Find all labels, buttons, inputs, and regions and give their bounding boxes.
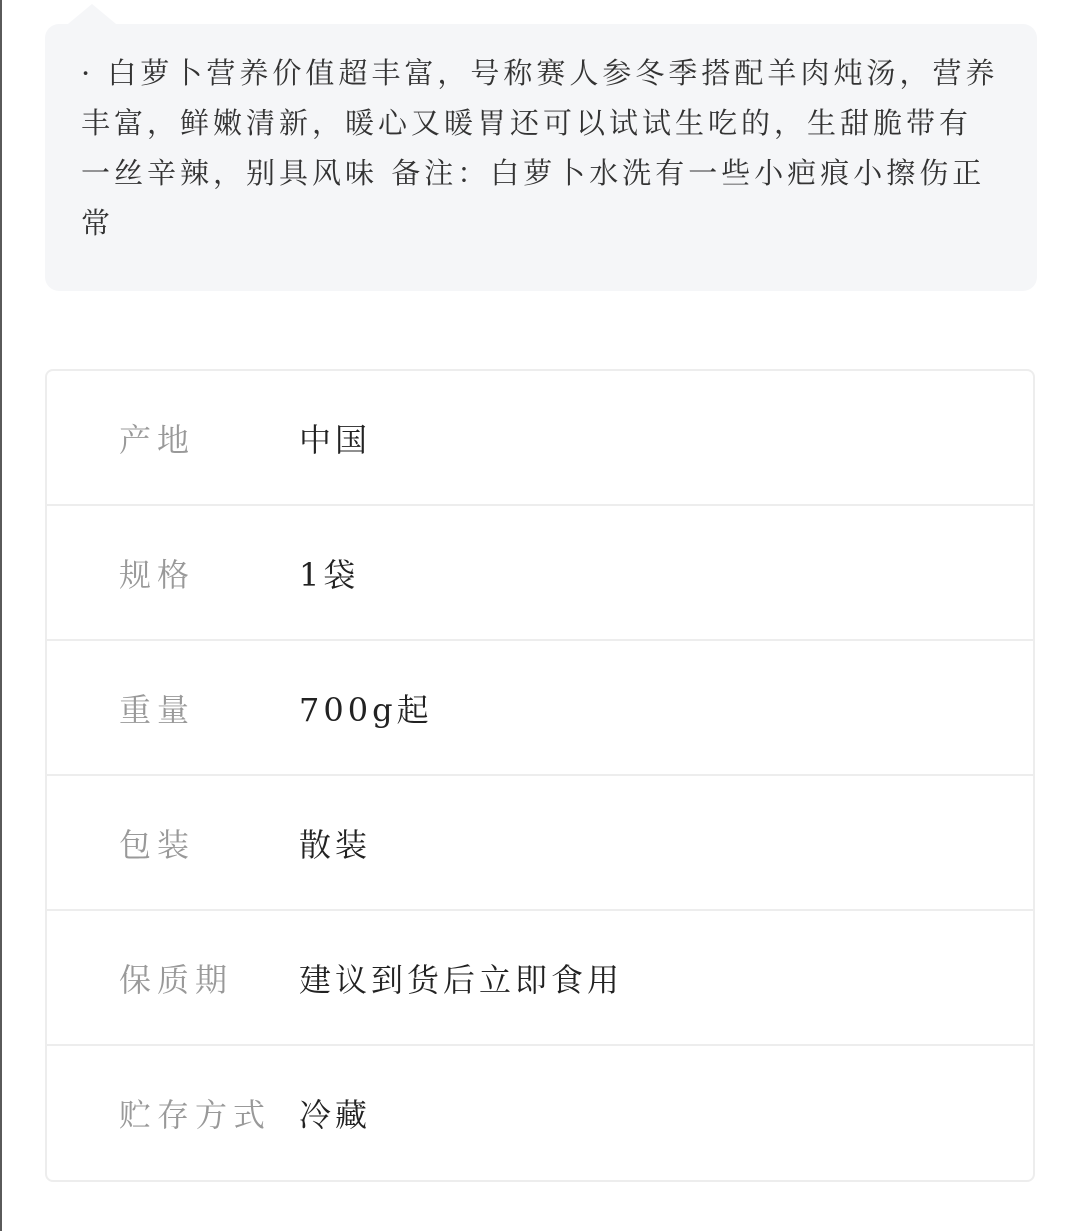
attribute-row-storage (47, 1046, 1033, 1180)
attribute-value: 冷藏 (299, 1096, 372, 1134)
attribute-label: 包装 (119, 825, 196, 864)
description-text: · 白萝卜营养价值超丰富，号称赛人参冬季搭配羊肉炖汤，营养丰富，鲜嫩清新，暖心又暖胃还可以试试生吃的，生甜脆带有一丝辛辣，别具风味 备注：白萝卜水洗有一些小疤痕小擦伤正常 (81, 56, 999, 240)
attribute-value: 1袋 (299, 555, 360, 594)
attribute-label: 规格 (119, 555, 196, 594)
attribute-value: 散装 (299, 825, 372, 864)
attribute-value: 中国 (299, 420, 372, 459)
left-edge-border (0, 0, 2, 1231)
attribute-value: 700g起 (299, 690, 433, 729)
attribute-row-shelf-life (47, 911, 1033, 1046)
attribute-row-packaging (47, 776, 1033, 911)
attribute-value: 建议到货后立即食用 (299, 960, 624, 999)
description-bubble-tail (68, 4, 116, 24)
attribute-table (45, 369, 1035, 1182)
attribute-row-weight (47, 641, 1033, 776)
attribute-label: 保质期 (119, 960, 234, 999)
attribute-label: 贮存方式 (119, 1096, 272, 1134)
attribute-label: 重量 (119, 690, 196, 729)
attribute-label: 产地 (119, 420, 196, 459)
attribute-row-spec (47, 506, 1033, 641)
description-bubble (45, 24, 1037, 291)
attribute-row-origin (47, 371, 1033, 506)
